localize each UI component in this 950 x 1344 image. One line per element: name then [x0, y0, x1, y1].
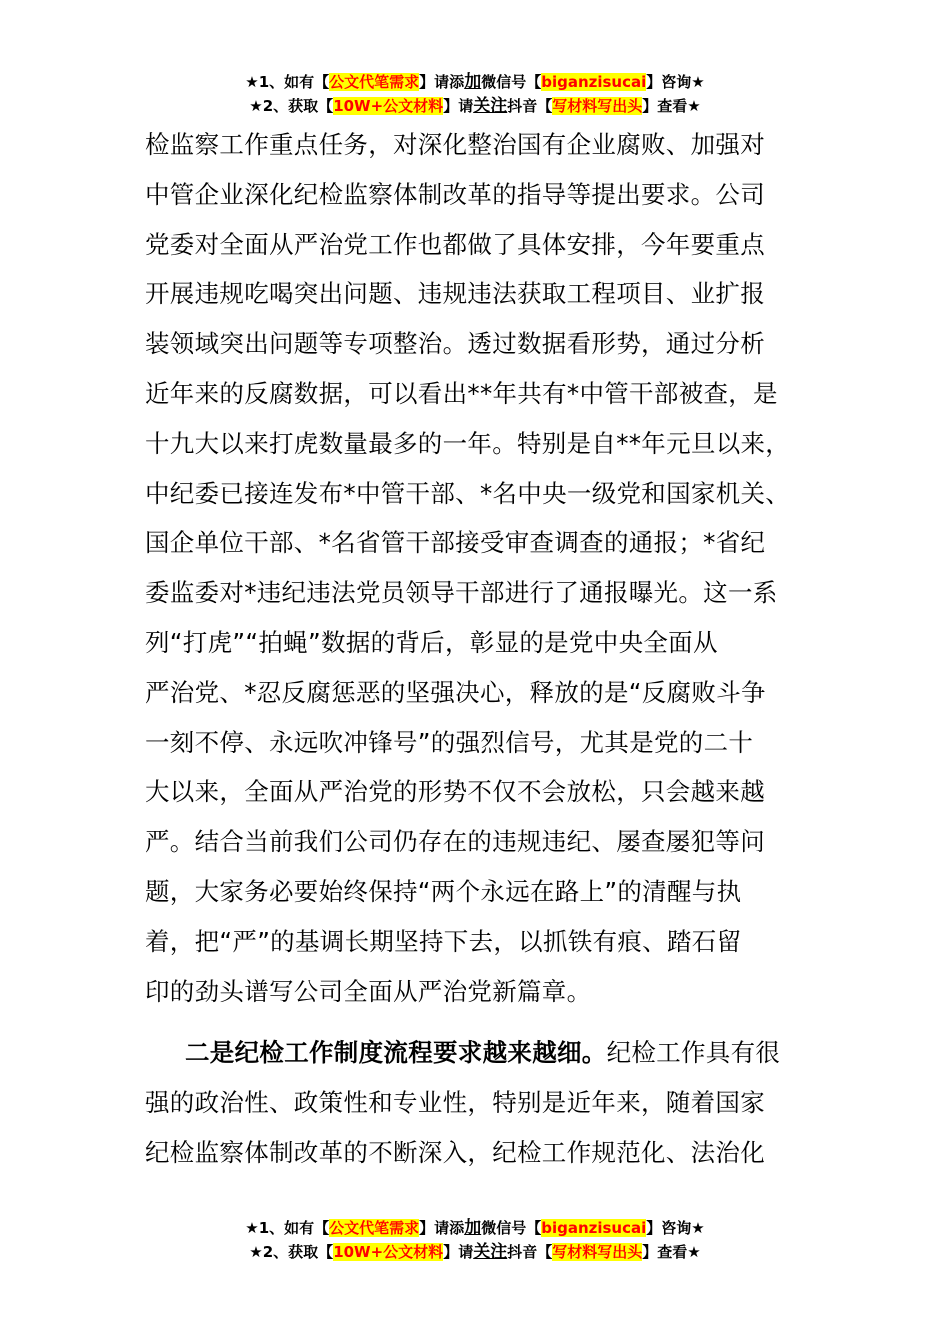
text-line: 检监察工作重点任务，对深化整治国有企业腐败、加强对: [145, 130, 765, 159]
banner-text: 】请: [443, 97, 474, 115]
banner-text: 】请: [443, 1243, 474, 1261]
banner-highlight: 10W+公文材料: [333, 97, 444, 115]
text-line: 严。结合当前我们公司仍存在的违规违纪、屡查屡犯等问: [145, 827, 765, 857]
banner-text: 微信号【: [481, 1219, 542, 1237]
banner-highlight: 公文代笔需求: [329, 73, 420, 91]
document-body: [145, 120, 835, 1178]
banner-text: 】咨询★: [646, 1219, 705, 1237]
banner-text: ★2、获取【: [249, 1243, 334, 1261]
banner-text: 】查看★: [642, 97, 701, 115]
text-line: 列“打虎”“拍蝇”数据的背后，彰显的是党中央全面从: [145, 627, 718, 657]
banner-emphasis: 加: [464, 72, 482, 92]
paragraph-2-first-line: [145, 1028, 835, 1078]
banner-text: 】请添: [419, 1219, 465, 1237]
banner-text: ★1、如有【: [245, 1219, 330, 1237]
text-line: 十九大以来打虎数量最多的一年。特别是自**年元旦以来，: [145, 428, 791, 458]
banner-line-1: [0, 1216, 950, 1240]
banner-highlight: 写材料写出头: [552, 97, 643, 115]
text-line: 题，大家务必要始终保持“两个永远在路上”的清醒与执: [145, 876, 742, 906]
text-line: 印的劲头谱写公司全面从严治党新篇章。: [145, 976, 592, 1006]
bottom-banner: [0, 1216, 950, 1264]
text-line: 大以来，全面从严治党的形势不仅不会放松，只会越来越: [145, 777, 765, 807]
banner-text: 抖音【: [507, 1243, 553, 1261]
banner-text: ★1、如有【: [245, 73, 330, 91]
banner-highlight: 10W+公文材料: [333, 1243, 444, 1261]
banner-highlight: biganzisucai: [541, 73, 647, 91]
top-banner: [0, 70, 950, 118]
banner-highlight: 公文代笔需求: [329, 1219, 420, 1237]
text-line: 着，把“严”的基调长期坚持下去，以抓铁有痕、踏石留: [145, 926, 742, 956]
banner-text: 微信号【: [481, 73, 542, 91]
text-line: 委监委对*违纪违法党员领导干部进行了通报曝光。这一系: [145, 578, 778, 608]
banner-emphasis: 加: [464, 1218, 482, 1238]
banner-text: 】咨询★: [646, 73, 705, 91]
text-line: 装领域突出问题等专项整治。透过数据看形势，通过分析: [145, 329, 765, 359]
banner-text: 】请添: [419, 73, 465, 91]
banner-text: 抖音【: [507, 97, 553, 115]
text-line: 国企单位干部、*名省管干部接受审查调查的通报；*省纪: [145, 528, 766, 558]
text-line: 一刻不停、永远吹冲锋号”的强烈信号，尤其是党的二十: [145, 727, 754, 757]
banner-emphasis: 关注: [473, 1242, 508, 1262]
paragraph-2: [145, 1028, 835, 1177]
banner-text: 】查看★: [642, 1243, 701, 1261]
banner-line-1: [0, 70, 950, 94]
text-line: 党委对全面从严治党工作也都做了具体安排，今年要重点: [145, 229, 765, 259]
paragraph-1: [145, 120, 835, 1016]
text-line: 开展违规吃喝突出问题、违规违法获取工程项目、业扩报: [145, 279, 765, 309]
text-line: 中管企业深化纪检监察体制改革的指导等提出要求。公司: [145, 179, 765, 209]
banner-line-2: [0, 94, 950, 118]
text-line: 近年来的反腐数据，可以看出**年共有*中管干部被查，是: [145, 378, 778, 408]
paragraph-2-rest: [145, 1078, 835, 1178]
text-line: 纪检监察体制改革的不断深入，纪检工作规范化、法治化: [145, 1137, 765, 1167]
text-line: 强的政治性、政策性和专业性，特别是近年来，随着国家: [145, 1088, 765, 1118]
text-line: 中纪委已接连发布*中管干部、*名中央一级党和国家机关、: [145, 478, 791, 508]
banner-highlight: 写材料写出头: [552, 1243, 643, 1261]
paragraph-text: 纪检工作具有很: [606, 1038, 781, 1068]
text-line: 严治党、*忍反腐惩恶的坚强决心，释放的是“反腐败斗争: [145, 677, 766, 707]
banner-emphasis: 关注: [473, 96, 508, 116]
paragraph-heading: 二是纪检工作制度流程要求越来越细。: [185, 1038, 607, 1068]
banner-line-2: [0, 1240, 950, 1264]
banner-text: ★2、获取【: [249, 97, 334, 115]
banner-highlight: biganzisucai: [541, 1219, 647, 1237]
